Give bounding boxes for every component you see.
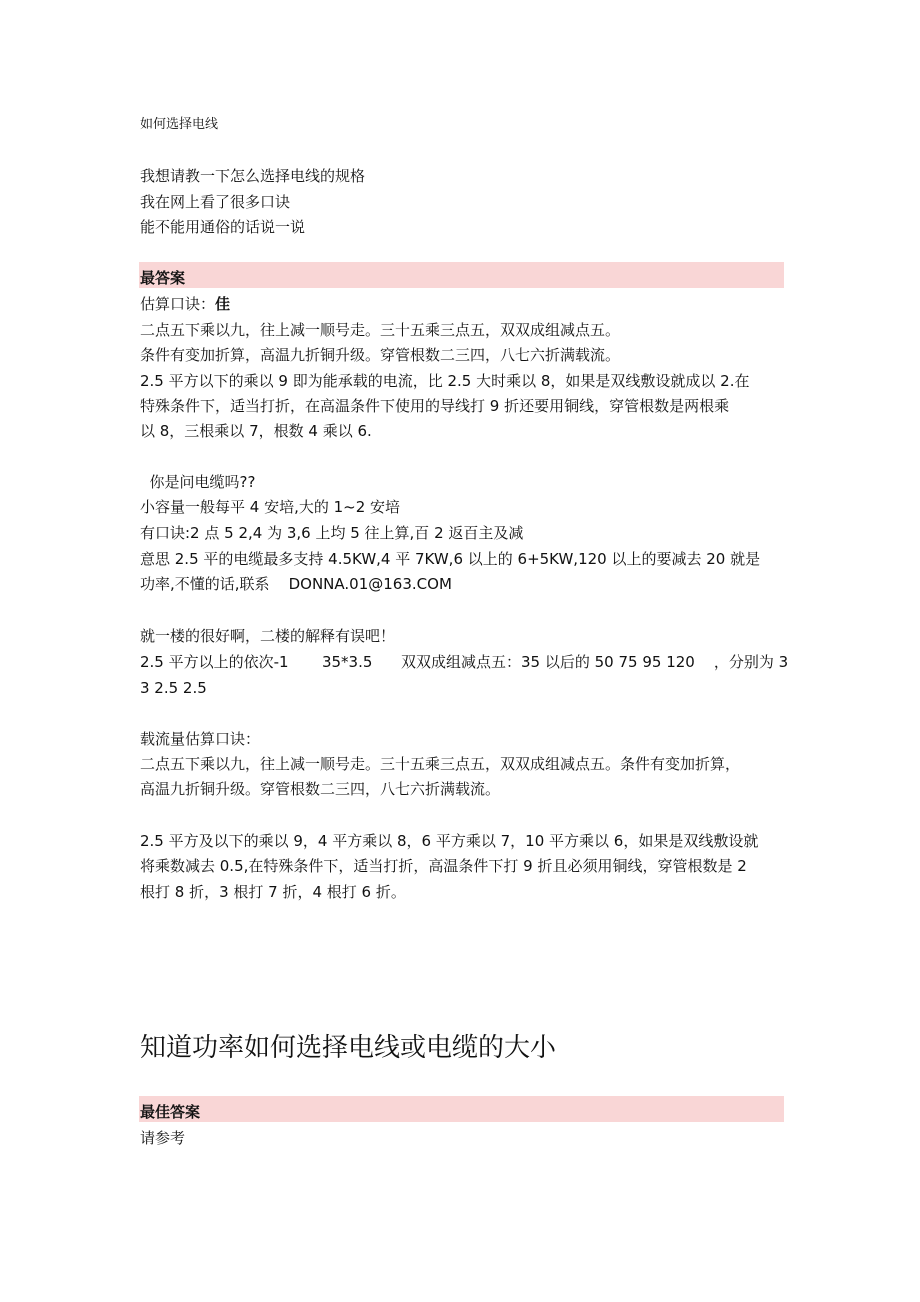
- reply-line-contact: 功率,不懂的话,联系 DONNA.01@163.COM: [140, 575, 452, 593]
- reply-line: 高温九折铜升级。穿管根数二三四，八七六折满载流。: [140, 780, 501, 798]
- reply-line: 小容量一般每平 4 安培,大的 1~2 安培: [140, 498, 401, 516]
- best-answer-heading: 最佳答案: [140, 1103, 201, 1121]
- answer-intro: [140, 294, 785, 314]
- answer-line: 2.5 平方以下的乘以 9 即为能承载的电流，比 2.5 大时乘以 8，如果是双线敷设就成以 2.在: [140, 372, 750, 390]
- question-line: 我想请教一下怎么选择电线的规格: [140, 167, 366, 185]
- reply-line: 意思 2.5 平的电缆最多支持 4.5KW,4 平 7KW,6 以上的 6+5KW,120 以上的要减去 20 就是: [140, 550, 761, 568]
- best-answer-heading: 最答案: [140, 269, 186, 287]
- reply-line: 将乘数减去 0.5,在特殊条件下，适当打折，高温条件下打 9 折且必须用铜线，穿管根数是 2: [140, 857, 747, 875]
- reply-line: 3 2.5 2.5: [140, 679, 207, 697]
- best-answer-band: [139, 1096, 784, 1122]
- reply-line: 2.5 平方及以下的乘以 9，4 平方乘以 8，6 平方乘以 7，10 平方乘以 6，如果是双线敷设就: [140, 832, 759, 850]
- reply-line: 就一楼的很好啊，二楼的解释有误吧！: [140, 627, 396, 645]
- reply-line: 载流量估算口诀：: [140, 730, 261, 748]
- reply-line: 你是问电缆吗??: [140, 473, 256, 491]
- answer-line: 请参考: [140, 1129, 186, 1147]
- question-title: 如何选择电线: [140, 117, 219, 132]
- reply-line: 2.5 平方以上的依次-1 35*3.5 双双成组减点五：35 以后的 50 75 95 120 ，分别为 3: [140, 653, 789, 671]
- question-line: 我在网上看了很多口诀: [140, 193, 291, 211]
- answer-line: 条件有变加折算，高温九折铜升级。穿管根数二三四，八七六折满载流。: [140, 346, 621, 364]
- best-answer-band: [139, 262, 784, 288]
- answer-intro-label: 估算口诀：: [140, 295, 216, 313]
- answer-intro-bold: 佳: [215, 295, 231, 313]
- reply-line: 有口诀:2 点 5 2,4 为 3,6 上均 5 往上算,百 2 返百主及减: [140, 524, 524, 542]
- reply-line: 二点五下乘以九，往上减一顺号走。三十五乘三点五，双双成组减点五。条件有变加折算，: [140, 755, 741, 773]
- answer-line: 以 8，三根乘以 7，根数 4 乘以 6.: [140, 422, 372, 440]
- answer-line: 二点五下乘以九，往上减一顺号走。三十五乘三点五，双双成组减点五。: [140, 321, 621, 339]
- question-title-large: 知道功率如何选择电线或电缆的大小: [140, 1033, 557, 1063]
- question-line: 能不能用通俗的话说一说: [140, 218, 306, 236]
- reply-line: 根打 8 折，3 根打 7 折，4 根打 6 折。: [140, 883, 406, 901]
- answer-line: 特殊条件下，适当打折，在高温条件下使用的导线打 9 折还要用铜线，穿管根数是两根乘: [140, 397, 730, 415]
